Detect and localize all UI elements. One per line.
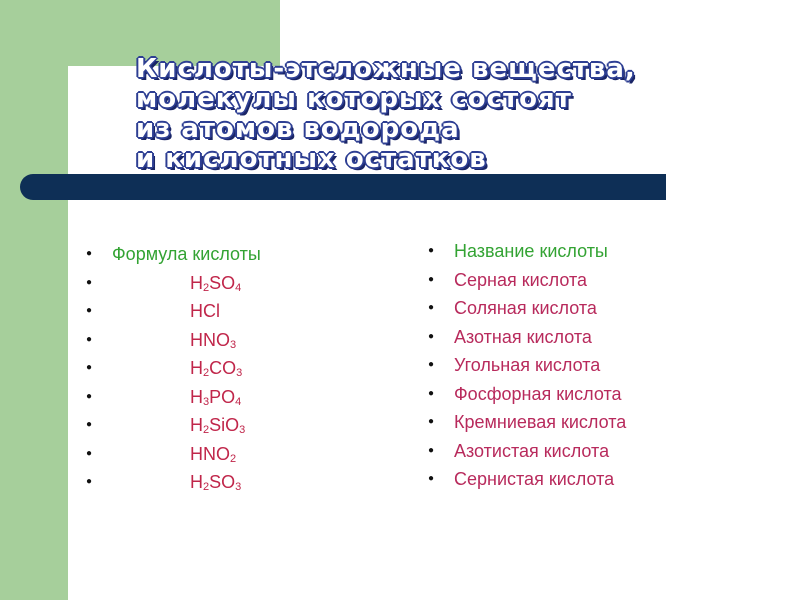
formula-item (86, 297, 261, 326)
bullet-icon: ● (428, 302, 435, 313)
bullet-icon: ● (428, 330, 435, 342)
formula-subscript: 4 (235, 395, 242, 408)
acid-name-item (428, 408, 627, 437)
bullet-icon: ● (86, 476, 93, 487)
name-header-item (428, 237, 626, 266)
formula-part: SiO (209, 415, 240, 435)
bullet-icon: ● (86, 333, 93, 345)
acid-name: Серная кислота (454, 269, 588, 290)
bullet-icon: ● (86, 390, 93, 402)
formula-subscript: 2 (203, 424, 210, 436)
formula-subscript: 2 (203, 481, 210, 493)
acid-name-item (428, 323, 626, 352)
acid-name-item (428, 380, 626, 409)
formula-part: HNO (190, 329, 230, 350)
formula-item (86, 326, 261, 355)
bullet-icon: ● (86, 447, 93, 459)
acid-name-item (428, 294, 626, 323)
acid-name: Азотистая кислота (454, 440, 610, 461)
acid-name-item (428, 437, 626, 466)
acid-name: Сернистая кислота (454, 469, 615, 489)
bullet-icon: ● (428, 444, 435, 456)
bullet-icon: ● (428, 245, 435, 256)
title-line: из атомов водорода (136, 114, 460, 144)
title-line: молекулы которых состоят (136, 84, 572, 114)
formula-subscript: 3 (203, 395, 210, 408)
formula-part: H (190, 472, 203, 492)
acid-name: Угольная кислота (454, 355, 601, 375)
bullet-icon: ● (86, 305, 93, 316)
formula-header: Формула кислоты (112, 244, 261, 264)
formula-subscript: 2 (203, 281, 210, 294)
formula-item (86, 468, 261, 497)
acid-name: Фосфорная кислота (454, 383, 622, 404)
formula-part: H (190, 386, 203, 407)
bullet-icon: ● (86, 362, 93, 373)
formula-part: HNO (190, 443, 230, 464)
bullet-icon: ● (428, 359, 435, 370)
bullet-icon: ● (428, 473, 435, 484)
formula-subscript: 3 (239, 424, 246, 436)
bullet-icon: ● (86, 276, 93, 288)
formula-item (86, 383, 261, 412)
bullet-icon: ● (428, 387, 435, 399)
bullet-icon: ● (428, 273, 435, 285)
acid-name-list (428, 237, 627, 494)
formula-header-item (86, 240, 261, 269)
divider-bar (20, 174, 666, 200)
acid-name-item (428, 351, 626, 380)
formula-part: HCl (190, 301, 220, 321)
slide-title (136, 54, 796, 174)
acid-name: Азотная кислота (454, 326, 592, 347)
formula-subscript: 2 (203, 367, 210, 379)
formula-part: PO (209, 386, 236, 407)
bullet-icon: ● (428, 416, 435, 427)
acid-name: Соляная кислота (454, 298, 597, 318)
formula-subscript: 3 (236, 367, 243, 379)
bullet-icon: ● (86, 248, 93, 259)
green-left-panel (0, 0, 68, 600)
formula-part: CO (209, 358, 237, 378)
formula-subscript: 4 (235, 281, 242, 294)
acid-name-item (428, 465, 626, 494)
formula-part: H (190, 415, 203, 435)
formula-part: H (190, 358, 203, 378)
formula-item (86, 354, 261, 383)
formula-item (86, 411, 261, 440)
name-header: Название кислоты (454, 241, 608, 261)
bullet-icon: ● (86, 419, 93, 430)
formula-subscript: 2 (230, 452, 237, 465)
formula-subscript: 3 (230, 338, 237, 351)
formula-subscript: 3 (235, 481, 242, 493)
acid-name: Кремниевая кислота (454, 412, 627, 432)
title-line: и кислотных остатков (136, 144, 487, 174)
formula-list (86, 240, 261, 497)
formula-item (86, 269, 261, 298)
formula-part: H (190, 272, 203, 293)
formula-part: SO (209, 472, 236, 492)
acid-formula (190, 297, 220, 326)
formula-part: SO (209, 272, 236, 293)
title-line: Кислоты-этсложные вещества, (136, 54, 636, 84)
formula-item (86, 440, 261, 469)
acid-name-item (428, 266, 626, 295)
acid-formula (190, 468, 241, 502)
